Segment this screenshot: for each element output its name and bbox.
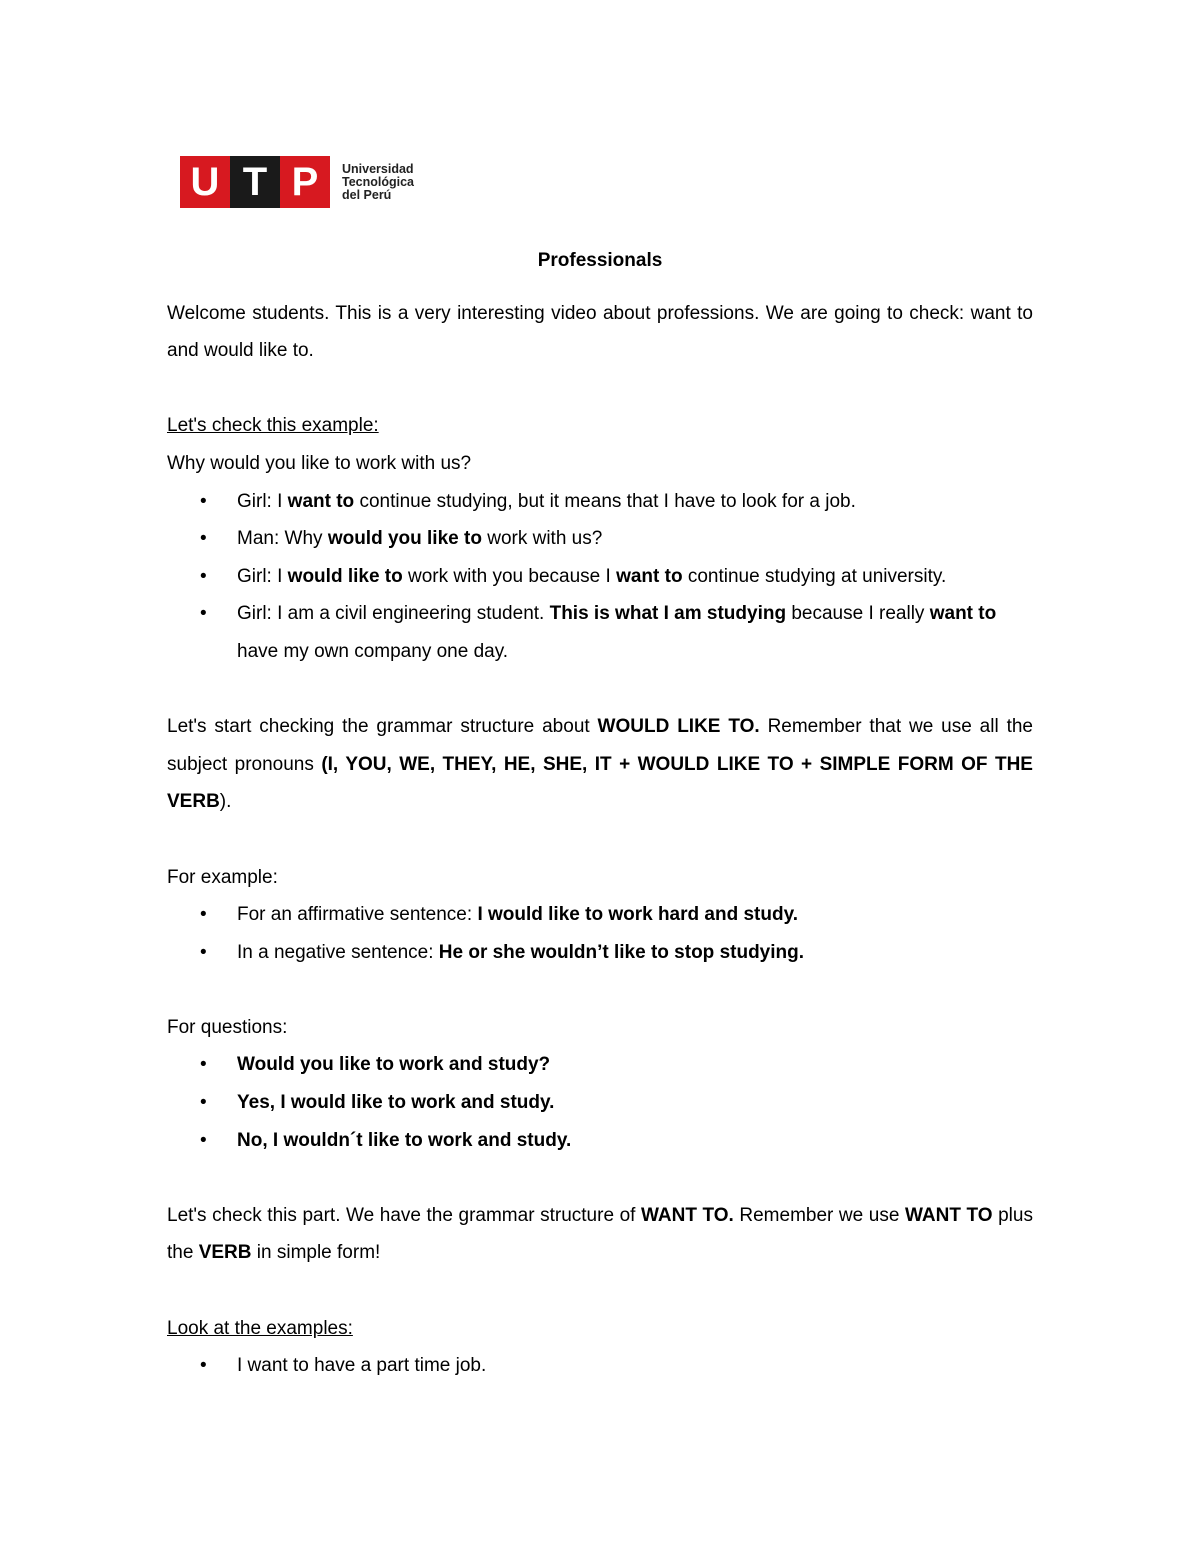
text-run: because I really bbox=[786, 603, 930, 625]
bullet-icon: • bbox=[200, 1129, 207, 1151]
list-item bbox=[167, 483, 1033, 521]
logo-letter-p: P bbox=[280, 156, 330, 208]
text-run: Remember that we use all the subject pronouns bbox=[167, 716, 1033, 775]
list-item bbox=[167, 896, 1033, 934]
text-run: in simple form! bbox=[251, 1242, 381, 1264]
bold-text: want to bbox=[616, 565, 683, 587]
list-item bbox=[167, 520, 1033, 558]
bold-text: WANT TO bbox=[905, 1204, 993, 1226]
bold-text: would like to bbox=[287, 565, 403, 587]
text-run: In a negative sentence: bbox=[237, 941, 439, 963]
bullet-icon: • bbox=[200, 1355, 207, 1377]
for-example-heading: For example: bbox=[167, 866, 278, 888]
text-run: Let's check this part. We have the grammar structure of bbox=[167, 1204, 641, 1226]
bold-text: No, I wouldn´t like to work and study. bbox=[237, 1129, 572, 1151]
text-run: Let's start checking the grammar structure about bbox=[167, 716, 598, 738]
list-item bbox=[167, 595, 1033, 670]
utp-logo bbox=[180, 156, 414, 208]
questions-list bbox=[167, 1046, 1033, 1159]
bold-text: want to bbox=[929, 603, 997, 625]
logo-wordmark bbox=[342, 163, 414, 202]
would-like-paragraph bbox=[167, 708, 1033, 821]
intro-paragraph: Welcome students. This is a very interesting video about professions. We are going to check: want to and would like to. bbox=[167, 302, 1033, 362]
list-item bbox=[167, 934, 1033, 972]
text-run: work with you because I bbox=[402, 565, 617, 587]
text-run: plus the bbox=[167, 1204, 1033, 1264]
bold-text: This is what I am studying bbox=[549, 603, 787, 625]
example-list bbox=[167, 483, 1033, 671]
bold-text: Would you like to work and study? bbox=[237, 1054, 551, 1076]
bullet-icon: • bbox=[200, 1054, 207, 1076]
text-run: continue studying, but it means that I have to look for a job. bbox=[354, 490, 856, 512]
text-run: I want to have a part time job. bbox=[237, 1355, 487, 1377]
example-heading: Let's check this example: bbox=[167, 415, 379, 437]
list-item bbox=[167, 1347, 1033, 1385]
bold-text: WOULD LIKE TO. bbox=[597, 716, 760, 738]
look-examples-heading: Look at the examples: bbox=[167, 1317, 353, 1339]
bullet-icon: • bbox=[200, 904, 207, 926]
text-run: Girl: I am a civil engineering student. bbox=[237, 603, 550, 625]
for-example-list bbox=[167, 896, 1033, 971]
logo-letter-u: U bbox=[180, 156, 230, 208]
bold-text: I would like to work hard and study. bbox=[477, 904, 799, 926]
text-run: have my own company one day. bbox=[237, 640, 509, 662]
text-run: ). bbox=[219, 791, 232, 813]
example-question: Why would you like to work with us? bbox=[167, 452, 472, 474]
for-questions-heading: For questions: bbox=[167, 1016, 288, 1038]
bold-text: Yes, I would like to work and study. bbox=[237, 1092, 555, 1114]
text-run: work with us? bbox=[481, 528, 603, 550]
logo-line: Tecnológica bbox=[342, 174, 415, 189]
bullet-icon: • bbox=[200, 1092, 207, 1114]
logo-letter-t: T bbox=[230, 156, 280, 208]
bold-text: WANT TO. bbox=[641, 1204, 734, 1226]
text-run: Man: Why bbox=[237, 528, 328, 550]
text-run: Girl: I bbox=[237, 565, 288, 587]
bullet-icon: • bbox=[200, 565, 207, 587]
look-examples-list bbox=[167, 1347, 1033, 1385]
bullet-icon: • bbox=[200, 528, 207, 550]
bold-text: (I, YOU, WE, THEY, HE, SHE, IT + WOULD LIKE TO + SIMPLE FORM OF THE VERB bbox=[167, 753, 1033, 813]
bullet-icon: • bbox=[200, 603, 207, 625]
document-body bbox=[167, 242, 1033, 1385]
bold-text: want to bbox=[287, 490, 355, 512]
text-run: continue studying at university. bbox=[682, 565, 947, 587]
page-title: Professionals bbox=[537, 250, 663, 271]
logo-line: del Perú bbox=[342, 187, 392, 202]
list-item bbox=[167, 558, 1033, 596]
want-to-paragraph bbox=[167, 1197, 1033, 1272]
bullet-icon: • bbox=[200, 490, 207, 512]
list-item bbox=[167, 1084, 1033, 1122]
text-run: Remember we use bbox=[733, 1204, 905, 1226]
list-item bbox=[167, 1046, 1033, 1084]
logo-line: Universidad bbox=[342, 161, 414, 176]
bold-text: He or she wouldn’t like to stop studying. bbox=[438, 941, 805, 963]
text-run: Girl: I bbox=[237, 490, 288, 512]
bold-text: would you like to bbox=[327, 528, 482, 550]
list-item bbox=[167, 1122, 1033, 1160]
bullet-icon: • bbox=[200, 941, 207, 963]
bold-text: VERB bbox=[198, 1242, 252, 1264]
text-run: For an affirmative sentence: bbox=[237, 904, 478, 926]
